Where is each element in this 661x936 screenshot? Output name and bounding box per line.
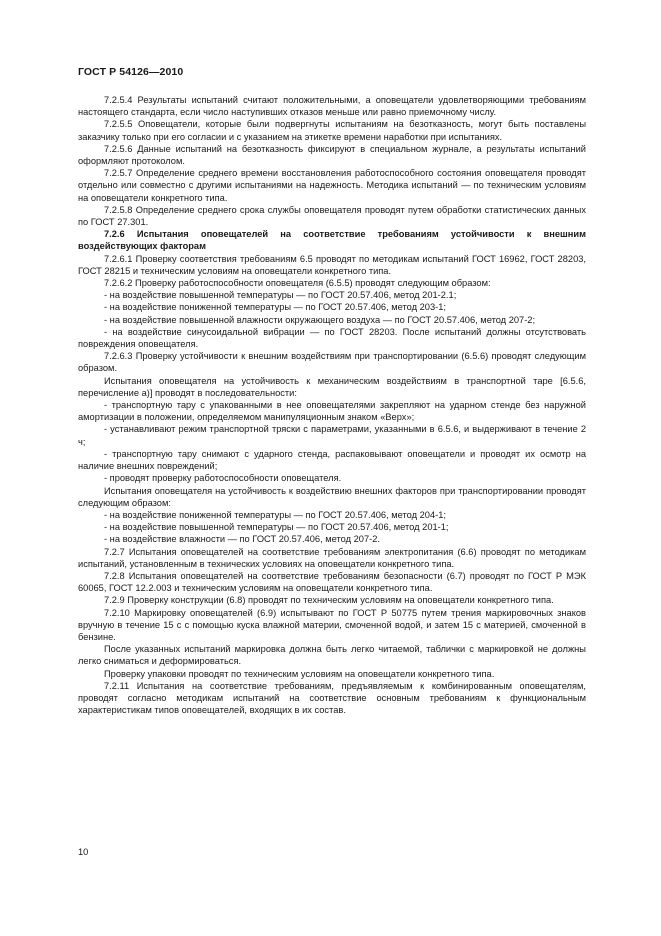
list-item: - на воздействие повышенной температуры — по ГОСТ 20.57.406, метод 201-2.1; [104,290,457,301]
paragraph-7-2-10-packaging: Проверку упаковки проводят по техническим условиям на оповещатели конкретного типа. [104,668,495,679]
list-item: - проводят проверку работоспособности оповещателя. [104,473,342,484]
list-item: - на воздействие синусоидальной вибрации — по ГОСТ 28203. После испытаний должны отсутствовать повреждения оповещателя. [78,326,586,350]
list-item: - на воздействие повышенной температуры — по ГОСТ 20.57.406, метод 201-1; [104,522,449,533]
paragraph-7-2-7: 7.2.7 Испытания оповещателей на соответствие требованиям электропитания (6.6) проводят по методикам испытаний, установленным в технических условиях на оповещатели конкретного типа. [78,546,586,569]
paragraph-7-2-6-1: 7.2.6.1 Проверку соответствия требованиям 6.5 проводят по методикам испытаний ГОСТ 16962, ГОСТ 28203, ГОСТ 28215 и техническим условиям на оповещатели конкретного типа. [78,253,586,276]
paragraph-7-2-5-7: 7.2.5.7 Определение среднего времени восстановления работоспособного состояния оповещателя проводят отдельно или совместно с другими испытаниями на надежность. Методика испытаний — по техническим условиям на оповещатели конкретного типа. [78,168,586,203]
paragraph-7-2-5-8: 7.2.5.8 Определение среднего срока службы оповещателя проводят путем обработки статистических данных по ГОСТ 27.301. [78,204,586,228]
paragraph-7-2-6-3-mechanical: Испытания оповещателя на устойчивость к механическим воздействиям в транспортной таре [6.5.6, перечисление а)] проводят в последовательности: [78,375,586,398]
list-item: - на воздействие влажности — по ГОСТ 20.57.406, метод 207-2. [104,534,380,545]
paragraph-7-2-5-6: 7.2.5.6 Данные испытаний на безотказность фиксируют в специальном журнале, а результаты испытаний оформляют протоколом. [78,143,586,167]
paragraph-7-2-5-4: 7.2.5.4 Результаты испытаний считают положительными, а оповещатели удовлетворяющими требованиям настоящего стандарта, если число наступивших отказов меньше или равно приемочному числу. [78,95,586,118]
page-number: 10 [78,847,89,857]
list-item: - на воздействие пониженной температуры — по ГОСТ 20.57.406, метод 204-1; [104,509,446,520]
standard-title: ГОСТ Р 54126—2010 [78,66,184,78]
section-heading-7-2-6: 7.2.6 Испытания оповещателей на соответствие требованиям устойчивости к внешним воздействующих факторам [78,229,586,252]
paragraph-7-2-8: 7.2.8 Испытания оповещателей на соответствие требованиям безопасности (6.7) проводят по ГОСТ Р МЭК 60065, ГОСТ 12.2.003 и техническим условиям на оповещатели конкретного типа. [78,570,586,594]
document-body [78,94,586,716]
paragraph-7-2-5-5: 7.2.5.5 Оповещатели, которые были подвергнуты испытаниям на безотказность, могут быть поставлены заказчику только при его согласии и с указанием на этикетке времени наработки при испытаниях. [78,119,586,142]
list-item: - устанавливают режим транспортной тряски с параметрами, указанными в 6.5.6, и выдерживают в течение 2 ч; [78,424,586,447]
paragraph-7-2-11: 7.2.11 Испытания на соответствие требованиям, предъявляемым к комбинированным оповещателям, проводят согласно методикам испытаний на соответствие основным требованиям к функциональным характеристикам типов оповещателей, входящих в их состав. [78,680,586,716]
paragraph-7-2-6-2: 7.2.6.2 Проверку работоспособности оповещателя (6.5.5) проводят следующим образом: [104,278,491,289]
paragraph-7-2-10: 7.2.10 Маркировку оповещателей (6.9) испытывают по ГОСТ Р 50775 путем трения маркировочных знаков вручную в течение 15 с с помощью куска влажной материи, смоченной водой, и затем 15 с материей, смоченной в бензине. [78,607,586,642]
list-item: - транспортную тару с упакованными в нее оповещателями закрепляют на ударном стенде без наружной амортизации в положении, определяемом манипуляционным знаком «Верх»; [78,400,586,423]
paragraph-7-2-6-3-external: Испытания оповещателя на устойчивость к воздействию внешних факторов при транспортировании проводят следующим образом: [78,485,586,508]
paragraph-7-2-9: 7.2.9 Проверку конструкции (6.8) проводят по техническим условиям на оповещатели конкретного типа. [104,595,554,606]
list-item: - транспортную тару снимают с ударного стенда, распаковывают оповещатели и проводят их осмотр на наличие внешних повреждений; [78,448,586,472]
paragraph-7-2-10-marking: После указанных испытаний маркировка должна быть легко читаемой, таблички с маркировкой не должны легко сниматься и деформироваться. [78,644,586,667]
list-item: - на воздействие пониженной температуры — по ГОСТ 20.57.406, метод 203-1; [104,302,446,313]
paragraph-7-2-6-3: 7.2.6.3 Проверку устойчивости к внешним воздействиям при транспортировании (6.5.6) проводят следующим образом. [78,351,586,374]
list-item: - на воздействие повышенной влажности окружающего воздуха — по ГОСТ 20.57.406, метод 207-2; [104,314,536,325]
